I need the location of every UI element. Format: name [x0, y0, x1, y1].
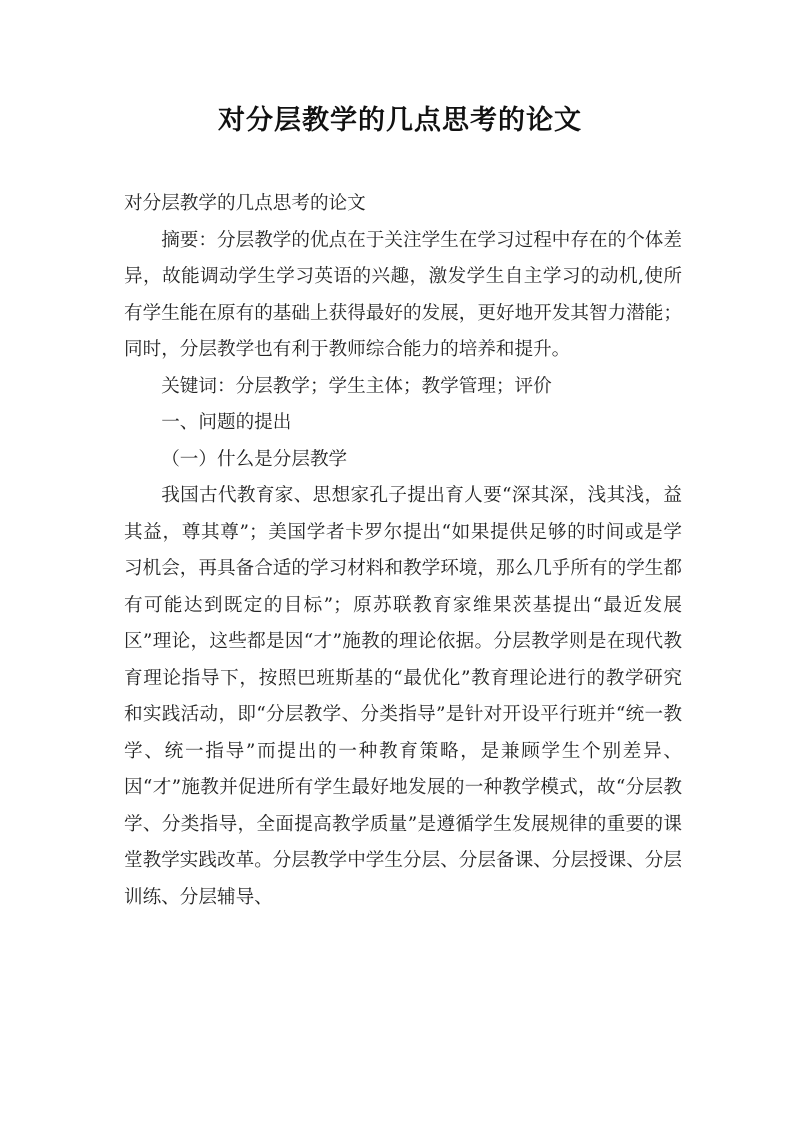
- section-heading: 一、问题的提出: [161, 412, 292, 433]
- document-subtitle: 对分层教学的几点思考的论文: [124, 193, 366, 214]
- document-body: [124, 186, 682, 916]
- keywords-line: 关键词：分层教学；学生主体；教学管理；评价: [161, 375, 552, 397]
- body-paragraph: 我国古代教育家、思想家孔子提出育人要“深其深，浅其浅，益其益，尊其尊”；美国学者卡罗尔提出“如果提供足够的时间或是学习机会，再具备合适的学习材料和教学环境，那么几乎所有的学生都有可能达到既定的目标”；原苏联教育家维果茨基提出“最近发展区”理论，这些都是因“才”施教的理论依据。分层教学则是在现代教育理论指导下，按照巴班斯基的“最优化”教育理论进行的教学研究和实践活动，即“分层教学、分类指导”是针对开设平行班并“统一教学、统一指导”而提出的一种教育策略，是兼顾学生个别差异、因“才”施教并促进所有学生最好地发展的一种教学模式，故“分层教学、分类指导，全面提高教学质量”是遵循学生发展规律的重要的课堂教学实践改革。分层教学中学生分层、分层备课、分层授课、分层训练、分层辅导、: [124, 485, 682, 908]
- abstract-paragraph: 摘要：分层教学的优点在于关注学生在学习过程中存在的个体差异，故能调动学生学习英语的兴趣，激发学生自主学习的动机,使所有学生能在原有的基础上获得最好的发展，更好地开发其智力潜能；同时，分层教学也有利于教师综合能力的培养和提升。: [124, 229, 682, 360]
- page-title: 对分层教学的几点思考的论文: [218, 105, 582, 136]
- subsection-heading: （一）什么是分层教学: [161, 448, 348, 470]
